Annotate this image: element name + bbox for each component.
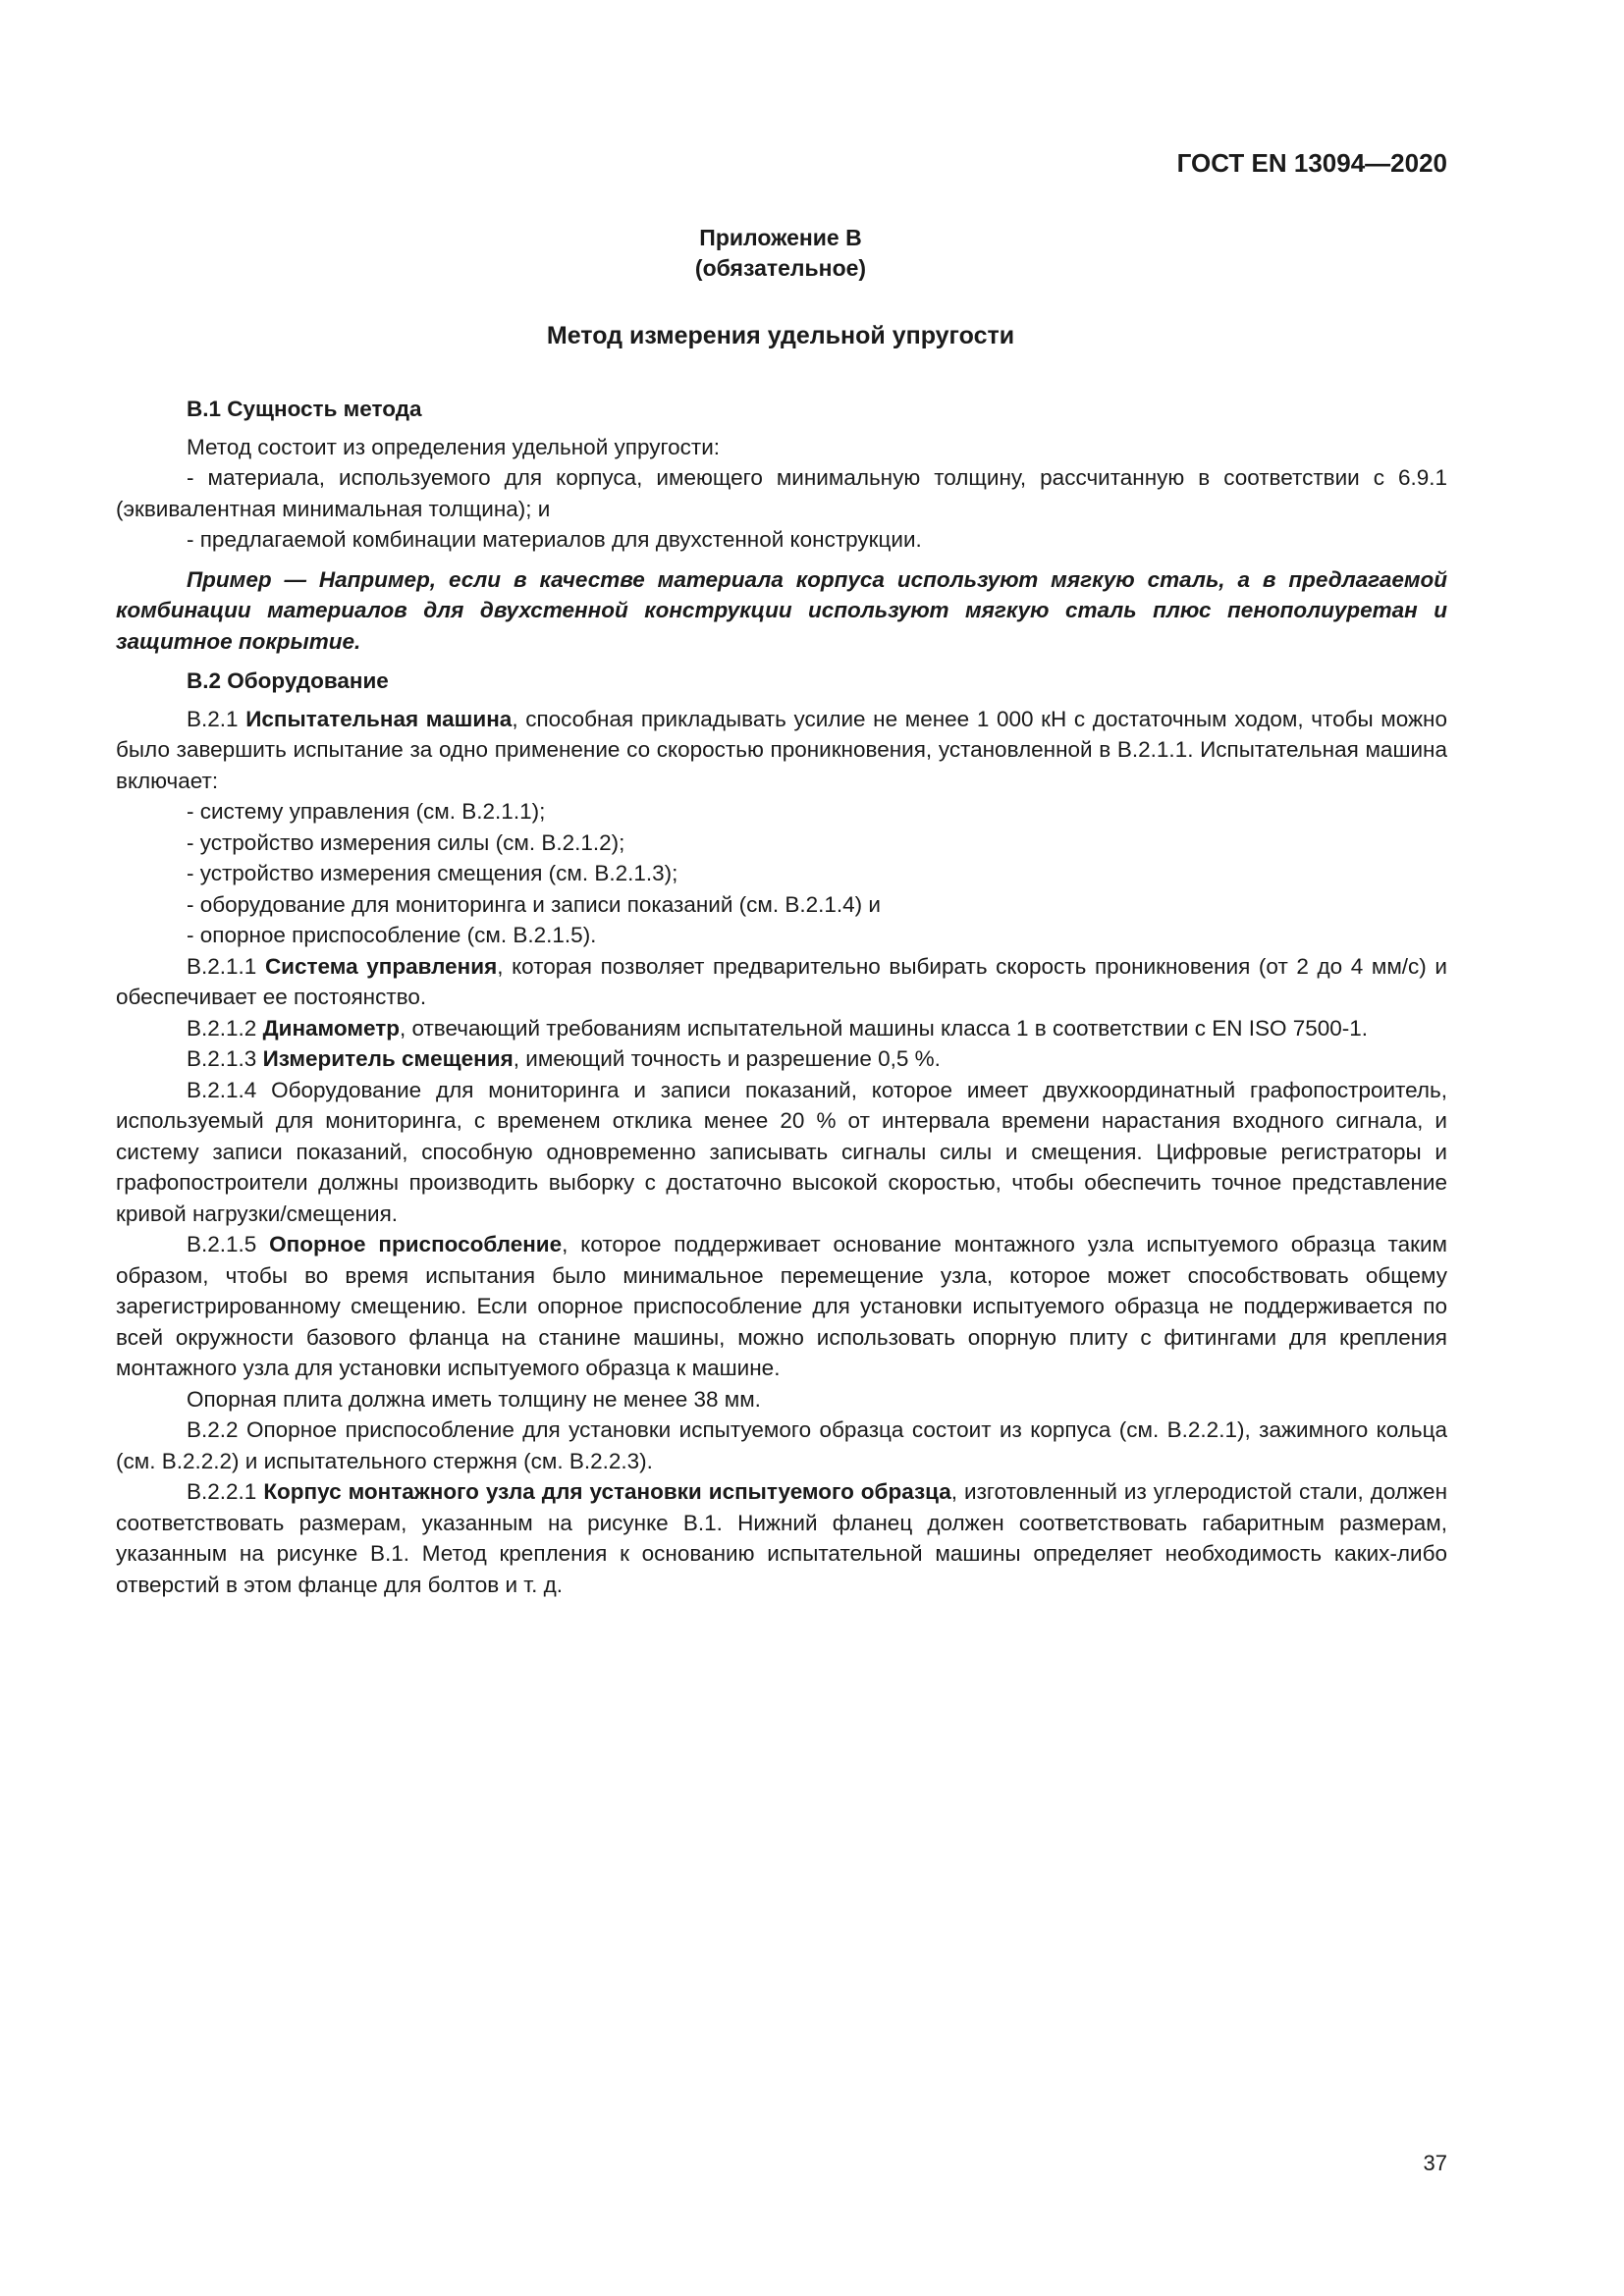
clause-number: В.2.1.4 <box>187 1077 257 1102</box>
list-item: - систему управления (см. В.2.1.1); <box>187 799 546 824</box>
clause-term: Опорное приспособление <box>269 1232 563 1256</box>
section-heading-b2: В.2 Оборудование <box>187 668 389 693</box>
clause-number: В.2.2.1 <box>187 1479 257 1504</box>
clause-number: В.2.1.2 <box>187 1015 257 1041</box>
clause-b21 <box>116 704 1447 797</box>
clause-b221 <box>116 1476 1447 1600</box>
page-number: 37 <box>1423 2151 1447 2175</box>
b1-item-2: - предлагаемой комбинации материалов для двухстенной конструкции. <box>187 527 922 552</box>
clause-term: Испытательная машина <box>245 706 513 731</box>
clause-b214 <box>116 1075 1447 1230</box>
clause-text: , которое поддерживает основание монтажного узла испытуемого образца таким образом, чтобы во время испытания было минимальное перемещение узла, которое может способствовать общему зарегистрированному смещению. Если опорное приспособление для установки испытуемого образца не поддерживается по всей окружности базового фланца на станине машины, можно использовать опорную плиту с фитингами для крепления монтажного узла для установки испытуемого образца к машине. <box>116 1232 1447 1380</box>
clause-number: В.2.1.5 <box>187 1232 257 1256</box>
clause-number: В.2.1 <box>187 706 239 731</box>
clause-b215 <box>116 1229 1447 1384</box>
appendix-status: (обязательное) <box>694 255 867 281</box>
clause-term: Система управления <box>264 953 498 979</box>
b1-intro: Метод состоит из определения удельной упругости: <box>187 434 721 459</box>
appendix-title: Приложение В <box>699 225 862 250</box>
clause-b211 <box>116 951 1447 1013</box>
b1-item-1: - материала, используемого для корпуса, имеющего минимальную толщину, рассчитанную в соответствии с 6.9.1 (эквивалентная минимальная толщина); и <box>116 465 1447 521</box>
clause-b212 <box>116 1013 1447 1044</box>
list-item: - оборудование для мониторинга и записи показаний (см. В.2.1.4) и <box>187 891 881 917</box>
clause-b22 <box>116 1415 1447 1476</box>
clause-text: , которая позволяет предварительно выбирать скорость проникновения (от 2 до 4 мм/с) и обеспечивает ее постоянство. <box>116 953 1447 1009</box>
clause-term: Динамометр <box>262 1015 400 1041</box>
b1-example: Пример — Например, если в качестве материала корпуса используют мягкую сталь, а в предлагаемой комбинации материалов для двухстенной конструкции используют мягкую сталь плюс пенополиуретан и защитное покрытие. <box>116 566 1447 654</box>
clause-text: Оборудование для мониторинга и записи показаний, которое имеет двухкоординатный графопостроитель, используемый для мониторинга, с временем отклика менее 20 % от интервала времени нарастания входного сигнала, и систему записи показаний, способную одновременно записывать сигналы силы и смещения. Цифровые регистраторы и графопостроители должны производить выборку с достаточно высокой скоростью, чтобы обеспечить точное представление кривой нагрузки/смещения. <box>116 1077 1447 1226</box>
list-item: - устройство измерения смещения (см. В.2.1.3); <box>187 861 678 885</box>
list-item: - опорное приспособление (см. В.2.1.5). <box>187 923 597 947</box>
clause-b213 <box>116 1043 1447 1075</box>
clause-number: В.2.1.1 <box>187 953 257 979</box>
clause-text: , способная прикладывать усилие не менее 1 000 кН с достаточным ходом, чтобы можно было завершить испытание за одно применение со скоростью проникновения, установленной в В.2.1.1. Испытательная машина включает: <box>116 706 1447 793</box>
clause-text: , отвечающий требованиям испытательной машины класса 1 в соответствии с EN ISO 7500-1. <box>399 1015 1369 1041</box>
clause-term: Корпус монтажного узла для установки испытуемого образца <box>263 1479 951 1504</box>
clause-text: , имеющий точность и разрешение 0,5 %. <box>513 1046 941 1071</box>
section-heading-b1: В.1 Сущность метода <box>187 397 422 421</box>
clause-text: Опорное приспособление для установки испытуемого образца состоит из корпуса (см. В.2.2.1), зажимного кольца (см. В.2.2.2) и испытательного стержня (см. В.2.2.3). <box>116 1417 1447 1473</box>
clause-term: Измеритель смещения <box>262 1046 514 1071</box>
standard-code: ГОСТ EN 13094—2020 <box>1176 148 1447 178</box>
method-title: Метод измерения удельной упругости <box>546 322 1015 349</box>
clause-number: В.2.1.3 <box>187 1046 257 1071</box>
document-body <box>116 394 1447 1600</box>
clause-b215-note: Опорная плита должна иметь толщину не менее 38 мм. <box>187 1386 761 1412</box>
clause-number: В.2.2 <box>187 1417 239 1442</box>
list-item: - устройство измерения силы (см. В.2.1.2); <box>187 829 625 855</box>
clause-text: , изготовленный из углеродистой стали, должен соответствовать размерам, указанным на рисунке В.1. Нижний фланец должен соответствовать габаритным размерам, указанным на рисунке В.1. Метод крепления к основанию испытательной машины определяет необходимость каких-либо отверстий в этом фланце для болтов и т. д. <box>116 1479 1447 1597</box>
